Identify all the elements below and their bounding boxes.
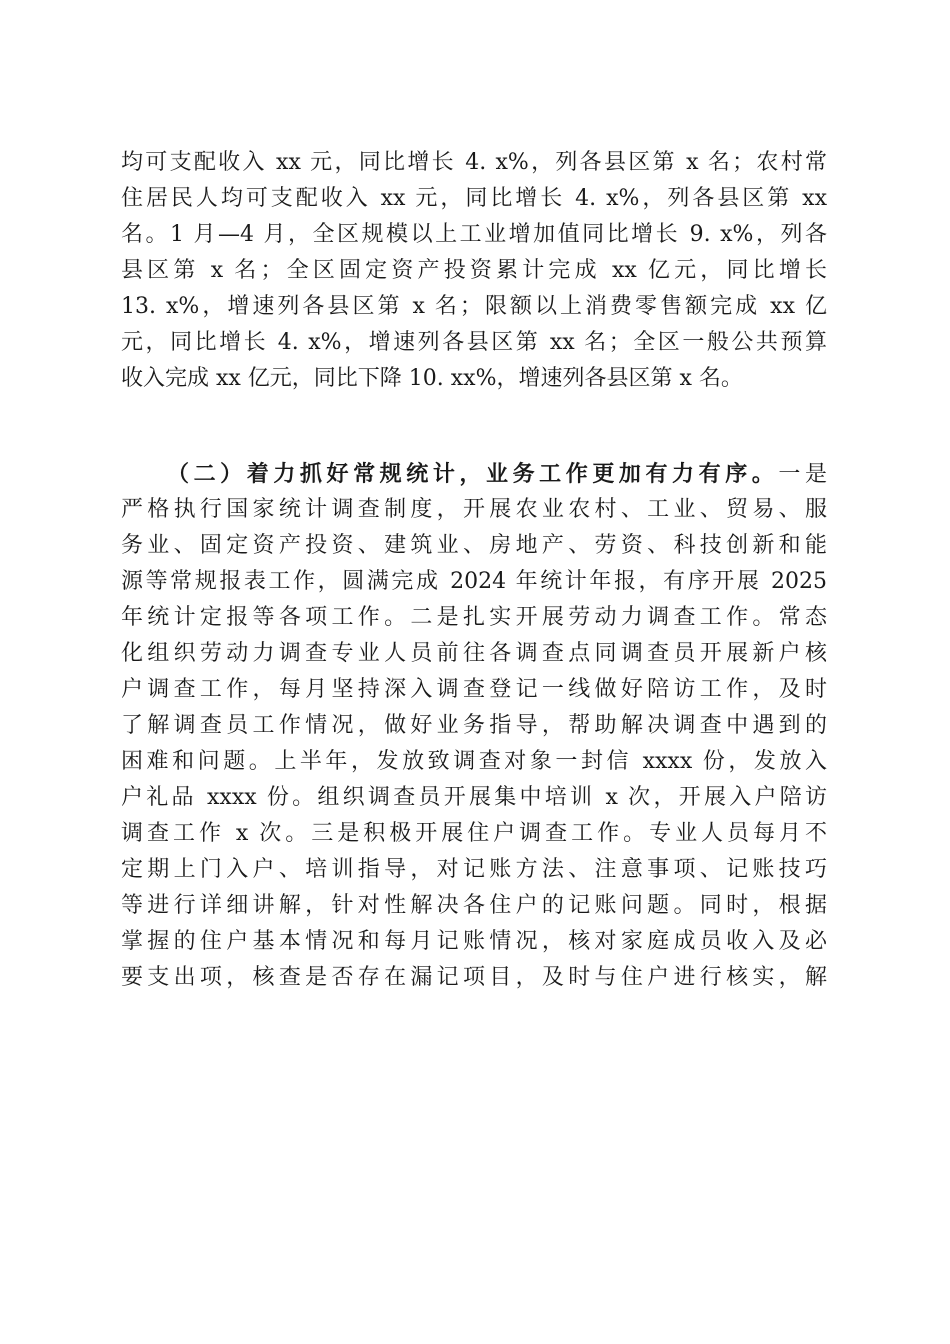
text-line: 困难和问题。上半年，发放致调查对象一封信 xxxx 份，发放入 <box>121 749 827 774</box>
text-line: 源等常规报表工作，圆满完成 2024 年统计年报，有序开展 2025 <box>121 569 827 594</box>
text-line: 住居民人均可支配收入 xx 元，同比增长 4. x%，列各县区第 xx <box>121 186 827 211</box>
text-line: 化组织劳动力调查专业人员前往各调查点同调查员开展新户核 <box>121 641 827 666</box>
text-line: 收入完成 xx 亿元，同比下降 10. xx%，增速列各县区第 x 名。 <box>121 366 743 391</box>
text-line: 县区第 x 名；全区固定资产投资累计完成 xx 亿元，同比增长 <box>121 258 827 283</box>
text-line: 定期上门入户、培训指导，对记账方法、注意事项、记账技巧 <box>121 857 827 882</box>
text-line: 13. x%，增速列各县区第 x 名；限额以上消费零售额完成 xx 亿 <box>121 294 827 319</box>
text-line: 务业、固定资产投资、建筑业、房地产、劳资、科技创新和能 <box>121 533 827 558</box>
paragraph-first-line <box>121 456 827 492</box>
text-line: 户调查工作，每月坚持深入调查登记一线做好陪访工作，及时 <box>121 677 827 702</box>
heading-continuation: 一是 <box>778 462 827 487</box>
text-line: 年统计定报等各项工作。二是扎实开展劳动力调查工作。常态 <box>121 605 827 630</box>
paragraph-statistics-summary <box>121 145 827 397</box>
text-line: 户礼品 xxxx 份。组织调查员开展集中培训 x 次，开展入户陪访 <box>121 785 827 810</box>
text-line: 等进行详细讲解，针对性解决各住户的记账问题。同时，根据 <box>121 893 827 918</box>
paragraph-routine-statistics <box>121 456 827 996</box>
text-line: 要支出项，核查是否存在漏记项目，及时与住户进行核实，解 <box>121 965 827 990</box>
text-line: 掌握的住户基本情况和每月记账情况，核对家庭成员收入及必 <box>121 929 827 954</box>
text-line: 了解调查员工作情况，做好业务指导，帮助解决调查中遇到的 <box>121 713 827 738</box>
text-line: 均可支配收入 xx 元，同比增长 4. x%，列各县区第 x 名；农村常 <box>121 150 827 175</box>
text-line: 元，同比增长 4. x%，增速列各县区第 xx 名；全区一般公共预算 <box>121 330 827 355</box>
text-line: 严格执行国家统计调查制度，开展农业农村、工业、贸易、服 <box>121 497 827 522</box>
text-line: 名。1 月—4 月，全区规模以上工业增加值同比增长 9. x%，列各 <box>121 222 827 247</box>
text-line: 调查工作 x 次。三是积极开展住户调查工作。专业人员每月不 <box>121 821 827 846</box>
section-heading: （二）着力抓好常规统计，业务工作更加有力有序。 <box>167 461 779 487</box>
